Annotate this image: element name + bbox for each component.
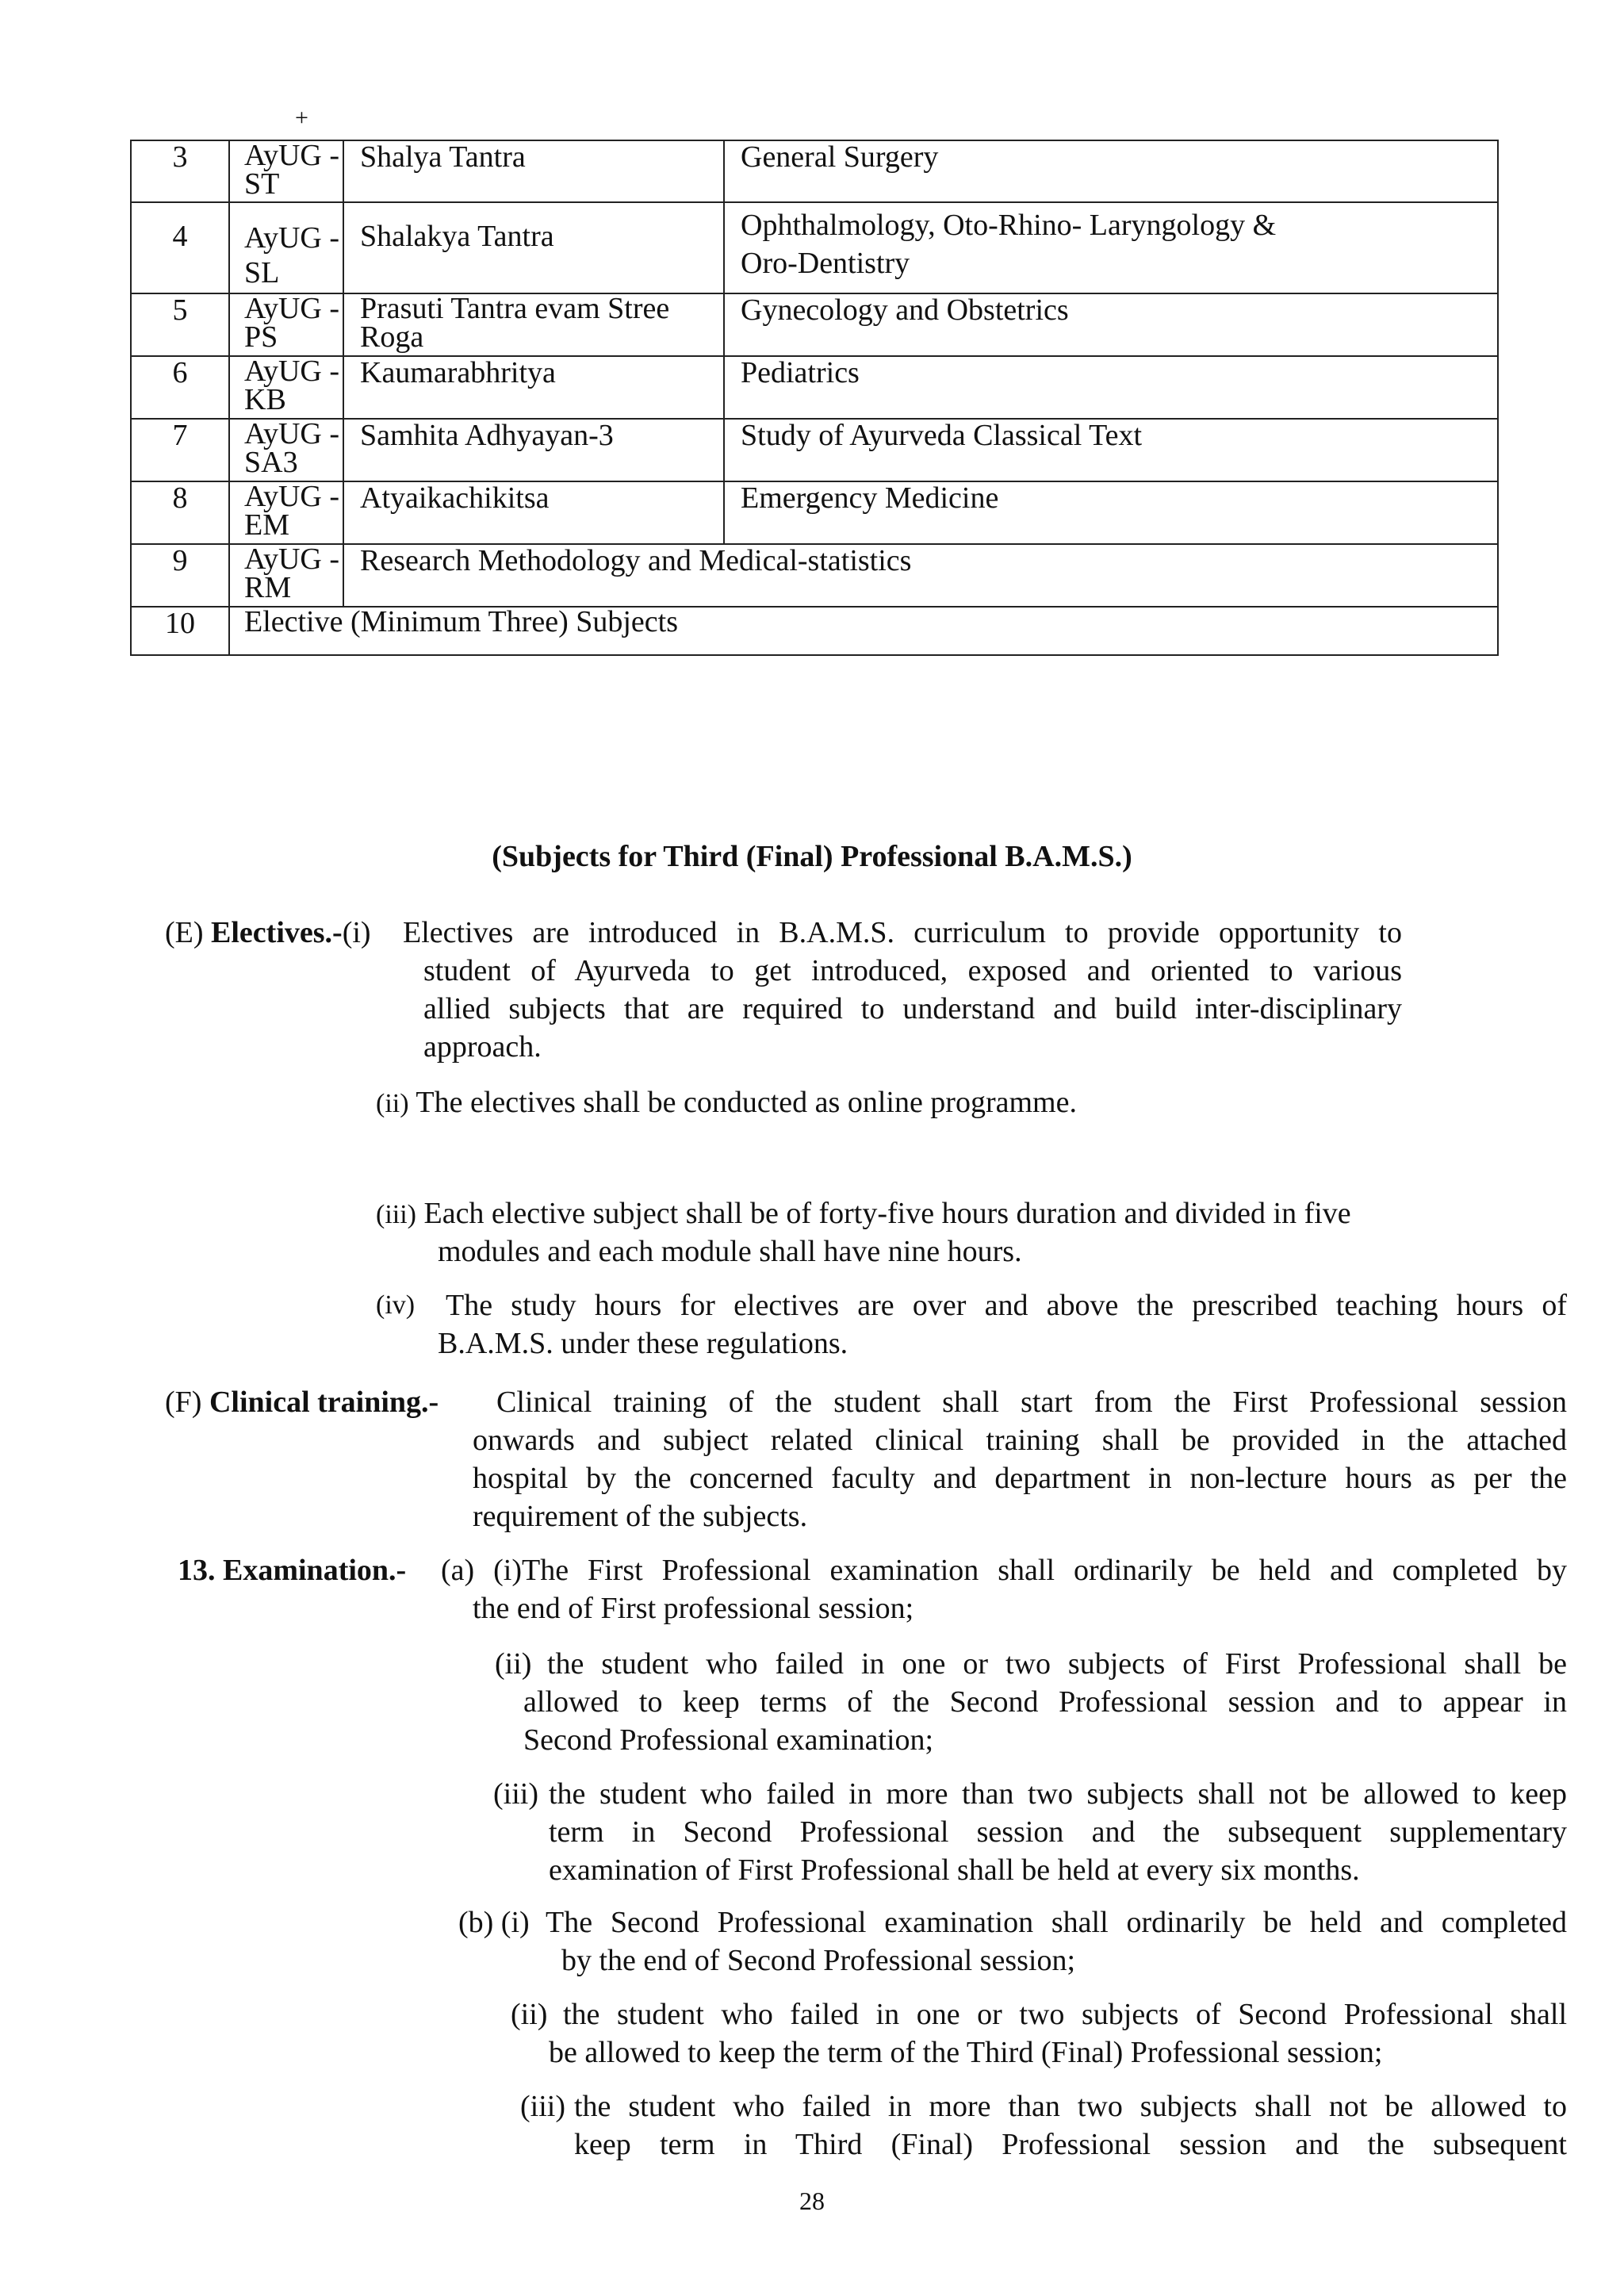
subject-name: Atyaikachikitsa (343, 481, 724, 544)
electives-i-line: allied subjects that are required to understand and build inter-disciplinary (423, 992, 1402, 1025)
examination-a-iii-marker-wrap (493, 1775, 557, 1813)
subject-name-text: Shalakya Tantra (360, 220, 554, 253)
electives-i-body (423, 952, 1402, 1066)
examination-a-iii-line: the student who failed in more than two subjects shall not be allowed to keep (549, 1777, 1567, 1811)
examination-b-first (546, 1903, 1567, 1941)
subject-code: AyUG -EM (229, 481, 343, 544)
table-row (131, 544, 1498, 607)
examination-b-iii-cont (574, 2125, 1567, 2164)
subjects-table (130, 140, 1499, 656)
examination-label-row (178, 1551, 439, 1589)
subject-name: Shalya Tantra (343, 140, 724, 202)
subject-description: Emergency Medicine (724, 481, 1498, 544)
subject-description: Gynecology and Obstetrics (724, 293, 1498, 356)
examination-b-line: The Second Professional examination shall ordinarily be held and completed (546, 1906, 1567, 1939)
examination-b-ii-line: be allowed to keep the term of the Third (Final) Professional session; (549, 2036, 1383, 2069)
electives-iii (376, 1194, 1486, 1234)
subject-name: Elective (Minimum Three) Subjects (229, 607, 1498, 655)
subject-description-line: Oro-Dentistry (741, 247, 910, 280)
row-number: 7 (131, 419, 229, 481)
examination-a-ii-marker: (ii) (495, 1647, 532, 1681)
electives-iii-line: Each elective subject shall be of forty-five hours duration and divided in five (423, 1197, 1351, 1230)
subject-description: General Surgery (724, 140, 1498, 202)
examination-a-iii-line: examination of First Professional shall be held at every six months. (549, 1853, 1360, 1887)
subject-code: AyUG -RM (229, 544, 343, 607)
subject-name: Samhita Adhyayan-3 (343, 419, 724, 481)
row-number: 10 (131, 607, 229, 655)
subject-code: AyUG -SA3 (229, 419, 343, 481)
examination-a-ii-body (523, 1683, 1567, 1759)
electives-i-line: Electives are introduced in B.A.M.S. curriculum to provide opportunity to (403, 916, 1402, 949)
clinical-body (473, 1421, 1567, 1535)
examination-a-iii-first (549, 1775, 1567, 1813)
subject-description-line: Ophthalmology, Oto-Rhino- Laryngology & (741, 209, 1277, 242)
examination-b-marker-wrap (458, 1903, 553, 1941)
subject-code-text: AyUG -SL (244, 221, 339, 289)
table-row (131, 140, 1498, 202)
examination-a-iii-body (549, 1813, 1567, 1889)
examination-a-ii-line: allowed to keep terms of the Second Professional session and to appear in (523, 1685, 1567, 1719)
clinical-label-row (165, 1383, 482, 1421)
subject-code: AyUG -PS (229, 293, 343, 356)
table-row (131, 607, 1498, 655)
subject-name: Kaumarabhritya (343, 356, 724, 419)
examination-b-iii-line: keep term in Third (Final) Professional session and the subsequent (574, 2128, 1567, 2161)
electives-i-line: student of Ayurveda to get introduced, exposed and oriented to various (423, 954, 1402, 987)
row-number (131, 202, 229, 293)
electives-i-first-line (403, 914, 1402, 952)
subject-code: AyUG -ST (229, 140, 343, 202)
subject-name: Research Methodology and Medical-statistics (343, 544, 1498, 607)
examination-b-ii-first (563, 1995, 1567, 2033)
subject-code: AyUG -KB (229, 356, 343, 419)
clinical-line: onwards and subject related clinical training shall be provided in the attached (473, 1424, 1567, 1457)
electives-label: Electives.- (211, 916, 343, 949)
electives-prefix: (E) (165, 916, 204, 949)
examination-b-line: by the end of Second Professional session; (561, 1944, 1076, 1977)
electives-iii-cont (438, 1232, 1469, 1271)
clinical-label: Clinical training.- (209, 1386, 439, 1419)
examination-label: 13. Examination.- (178, 1554, 407, 1587)
examination-a-line: the end of First professional session; (473, 1592, 914, 1625)
clinical-line: hospital by the concerned faculty and department in non-lecture hours as per the (473, 1462, 1567, 1495)
subject-name: Prasuti Tantra evam Stree Roga (343, 293, 724, 356)
examination-a-iii-marker: (iii) (493, 1777, 538, 1811)
examination-b-iii-marker: (iii) (520, 2090, 565, 2123)
subject-code (229, 202, 343, 293)
electives-i-marker: (i) (342, 916, 371, 949)
examination-a-ii-line: Second Professional examination; (523, 1723, 934, 1757)
page-number: 28 (799, 2187, 825, 2215)
examination-a-cont (473, 1589, 1567, 1627)
plus-mark: + (295, 105, 308, 131)
subject-name (343, 202, 724, 293)
row-number: 8 (131, 481, 229, 544)
electives-iv-line: The study hours for electives are over and above the prescribed teaching hours of (446, 1289, 1567, 1322)
clinical-line: requirement of the subjects. (473, 1500, 808, 1533)
examination-b-iii-line: the student who failed in more than two subjects shall not be allowed to (574, 2090, 1567, 2123)
examination-a-first (441, 1551, 1567, 1589)
electives-iii-line: modules and each module shall have nine hours. (438, 1235, 1022, 1268)
examination-a-iii-line: term in Second Professional session and the subsequent supplementary (549, 1815, 1567, 1849)
examination-b-cont (561, 1941, 1567, 1980)
row-number-text: 4 (172, 220, 188, 253)
electives-ii (376, 1083, 1486, 1123)
subject-description: Pediatrics (724, 356, 1498, 419)
examination-a-ii-line: the student who failed in one or two subjects of First Professional shall be (547, 1647, 1567, 1681)
examination-b-marker: (b) (i) (458, 1906, 530, 1939)
electives-iv-marker: (iv) (376, 1290, 416, 1320)
clinical-line: Clinical training of the student shall start from the First Professional session (496, 1386, 1567, 1419)
examination-b-ii-marker: (ii) (511, 1998, 548, 2031)
examination-b-ii-cont (549, 2033, 1567, 2072)
section-heading: (Subjects for Third (Final) Professional B.A.M.S.) (492, 840, 1132, 873)
row-number: 3 (131, 140, 229, 202)
electives-ii-marker: (ii) (376, 1089, 409, 1118)
electives-i-line: approach. (423, 1030, 542, 1064)
table-row (131, 481, 1498, 544)
examination-b-iii-first (574, 2087, 1567, 2125)
examination-b-ii-line: the student who failed in one or two subjects of Second Professional shall (563, 1998, 1567, 2031)
electives-iv-line: B.A.M.S. under these regulations. (438, 1327, 848, 1360)
electives-iii-marker: (iii) (376, 1200, 416, 1229)
subject-description (724, 202, 1498, 293)
electives-iv (446, 1286, 1567, 1324)
electives-ii-text: The electives shall be conducted as online programme. (416, 1086, 1077, 1119)
table-row (131, 293, 1498, 356)
row-number: 9 (131, 544, 229, 607)
row-number: 6 (131, 356, 229, 419)
table-row (131, 419, 1498, 481)
clinical-first-line (496, 1383, 1567, 1421)
table-row (131, 356, 1498, 419)
clinical-prefix: (F) (165, 1386, 202, 1419)
electives-iv-cont (438, 1324, 1469, 1363)
examination-a-ii-first (547, 1645, 1567, 1683)
row-number: 5 (131, 293, 229, 356)
table-row (131, 202, 1498, 293)
subject-description: Study of Ayurveda Classical Text (724, 419, 1498, 481)
examination-a-line: (a) (i)The First Professional examination shall ordinarily be held and completed by (441, 1554, 1567, 1587)
